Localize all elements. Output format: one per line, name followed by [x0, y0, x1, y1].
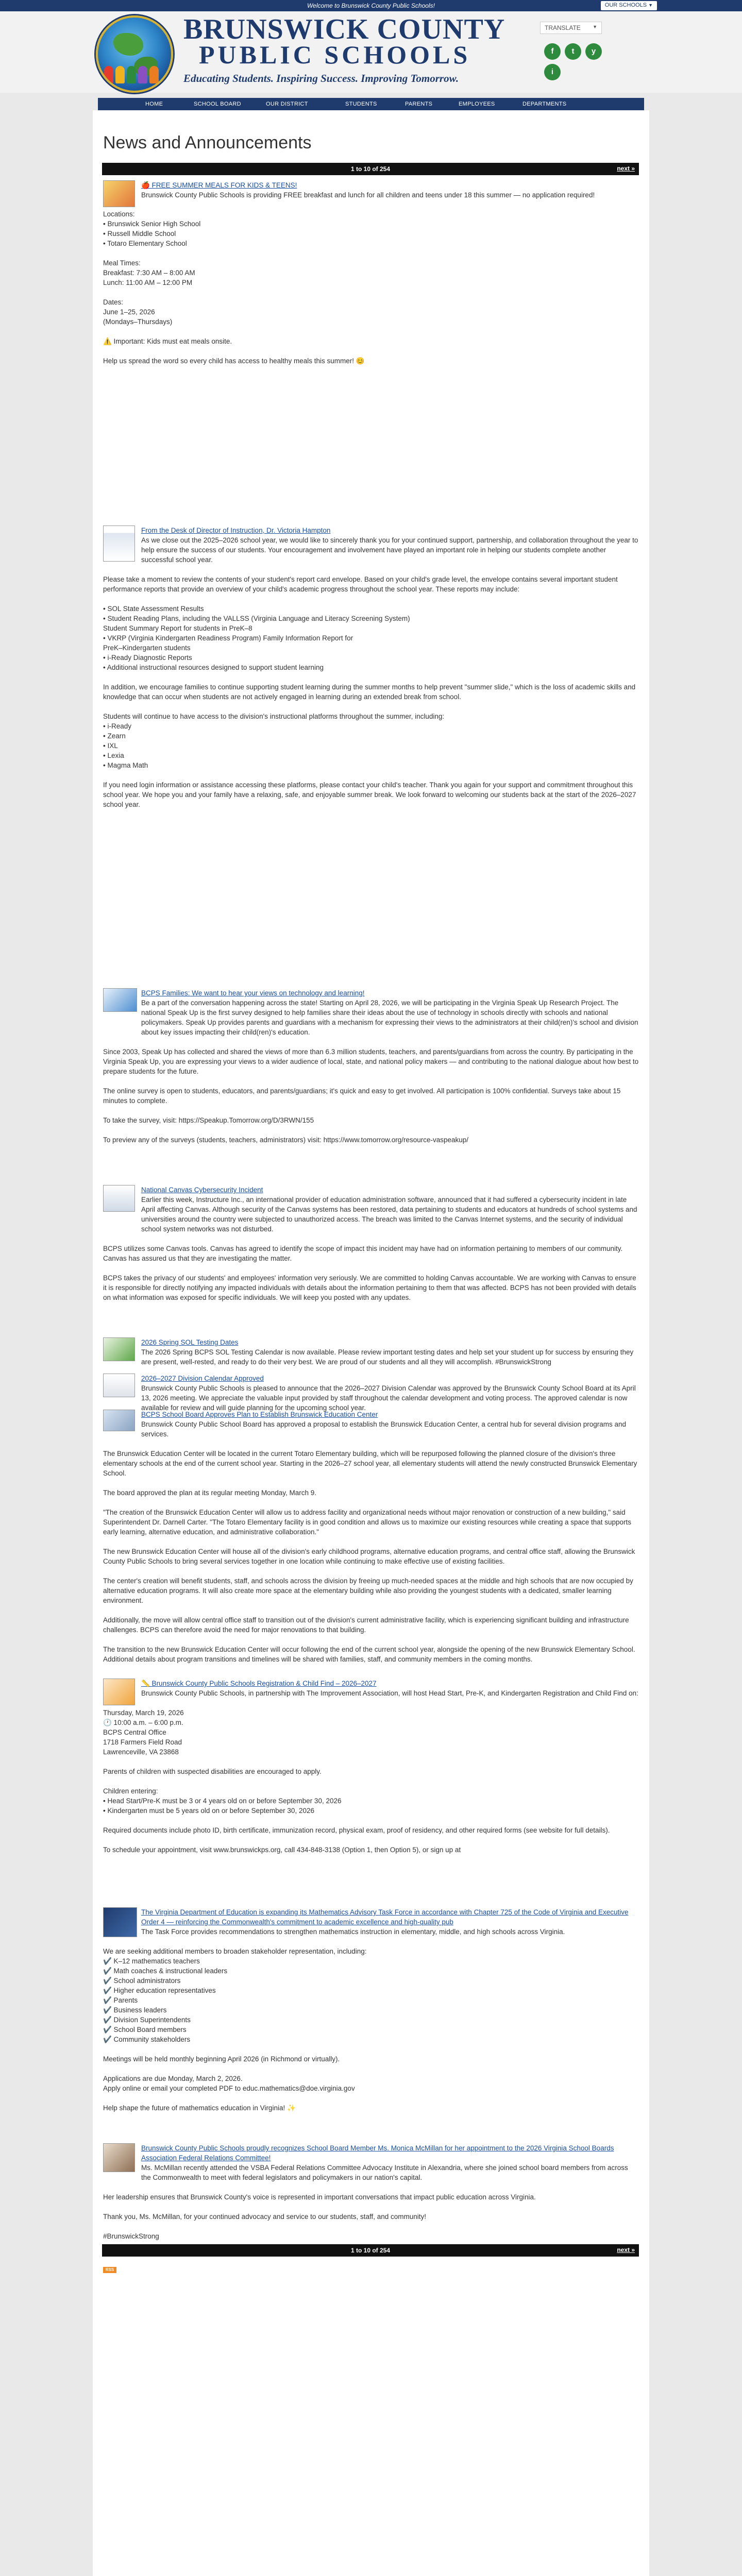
news-text: To take the survey, visit: https://Speakup.Tomorrow.org/D/3RWN/155 — [103, 1116, 314, 1124]
site-title-line1[interactable]: BRUNSWICK COUNTY — [183, 13, 505, 45]
news-text: If you need login information or assistance accessing these platforms, please contact your child's teacher. Thank you again for your support and commitment throughout this school year. We hope you and your family have a relaxing, safe, and enjoyable summer break. We look forward to welcoming our students back at the start of the 2026–2027 school year. — [103, 781, 636, 808]
list-item: ✔️ Math coaches & instructional leaders — [103, 1967, 228, 1975]
news-text: To preview any of the surveys (students, teachers, administrators) visit: https://www.tomorrow.org/resource-vaspeakup/ — [103, 1136, 469, 1144]
news-text: The center's creation will benefit students, staff, and schools across the division by freeing up much-needed spaces at the middle and high schools that are now occupied by alternative education programs. It will also create more space at the elementary building while also providing the youngest students with a dedicated, smaller learning environment. — [103, 1577, 633, 1604]
news-text: Locations: — [103, 210, 135, 218]
welcome-text: Welcome to Brunswick County Public Schools! — [307, 2, 435, 9]
district-logo[interactable] — [96, 15, 173, 93]
news-item-director — [103, 526, 639, 809]
news-thumbnail[interactable] — [103, 2143, 135, 2172]
news-text: BCPS utilizes some Canvas tools. Canvas has agreed to identify the scope of impact this incident may have had on information pertaining to members of our community. Canvas has assured us that they are investigating the matter. — [103, 1245, 623, 1262]
news-text: Be a part of the conversation happening across the state! Starting on April 28, 2026, we will be participating in the Virginia Speak Up Research Project. The national Speak Up is the first survey designed to help families share their ideas about the use of technology in schools directly with schools and national policymakers. Speak Up provides parents and guardians with a mechanism for expressing their views to the administrators at their child(ren)'s school and division about key issues impacting their child(ren)'s education. — [141, 999, 638, 1036]
list-item: • IXL — [103, 742, 118, 750]
news-text: The online survey is open to students, educators, and parents/guardians; it's quick and easy to get involved. All participation is 100% confidential. Surveys take about 15 minutes to complete. — [103, 1087, 621, 1105]
news-text: ⚠️ Important: Kids must eat meals onsite. — [103, 337, 232, 345]
translate-dropdown[interactable] — [540, 22, 602, 34]
news-thumbnail[interactable] — [103, 526, 135, 562]
news-item-math-task-force — [103, 1907, 639, 2113]
news-text: The new Brunswick Education Center will house all of the division's early childhood programs, alternative education programs, and central office staff, allowing the Brunswick County Public Schools to bring several services together in one location while continuing to make effective use of existing facilities. — [103, 1548, 635, 1565]
news-title[interactable]: Brunswick County Public Schools proudly recognizes School Board Member Ms. Monica McMillan for her appointment to the 2026 Virginia School Boards Association Federal Relations Committee! — [141, 2144, 614, 2162]
list-item: ✔️ School administrators — [103, 1977, 181, 1985]
news-item-registration — [103, 1679, 639, 1855]
news-text: Required documents include photo ID, birth certificate, immunization record, physical exam, proof of residency, and other required forms (see website for full details). — [103, 1826, 610, 1834]
list-item: ✔️ K–12 mathematics teachers — [103, 1957, 200, 1965]
news-text: Please take a moment to review the contents of your student's report card envelope. Based on your child's grade level, the envelope contains several important student performance reports that provide an overview of your child's academic progress throughout the school year. These reports may include: — [103, 575, 618, 593]
nav-home[interactable]: HOME — [145, 101, 163, 107]
our-schools-dropdown[interactable] — [601, 1, 657, 10]
list-item: ✔️ Division Superintendents — [103, 2016, 191, 2024]
list-item: Student Summary Report for students in PreK–8 — [103, 624, 252, 632]
list-item: (Mondays–Thursdays) — [103, 318, 173, 326]
list-item: • Zearn — [103, 732, 126, 740]
list-item: ✔️ School Board members — [103, 2026, 187, 2033]
list-item: • Student Reading Plans, including the VALLSS (Virginia Language and Literacy Screening System) — [103, 615, 410, 622]
news-title[interactable]: 2026–2027 Division Calendar Approved — [141, 1375, 264, 1382]
nav-departments[interactable]: DEPARTMENTS — [522, 101, 567, 107]
list-item: • Russell Middle School — [103, 230, 176, 238]
news-text: Parents of children with suspected disabilities are encouraged to apply. — [103, 1768, 322, 1775]
nav-parents[interactable]: PARENTS — [405, 101, 433, 107]
nav-our-district[interactable]: OUR DISTRICT — [266, 101, 308, 107]
news-text: Additionally, the move will allow central office staff to transition out of the division's current administrative facility, which is experiencing significant building and infrastructure challenges. BCPS can therefore avoid the need for major renovations to that building. — [103, 1616, 629, 1634]
news-text: Children entering: — [103, 1787, 158, 1795]
list-item: • Magma Math — [103, 761, 148, 769]
news-text: Dates: — [103, 298, 124, 306]
news-text: Ms. McMillan recently attended the VSBA Federal Relations Committee Advocacy Institute in Alexandria, where she joined school board members from across the Commonwealth to meet with federal legislators and policymakers in our nation's capital. — [141, 2164, 628, 2181]
pager-bottom — [102, 2244, 639, 2257]
next-page-link[interactable]: next » — [617, 165, 635, 172]
list-item: • Totaro Elementary School — [103, 240, 187, 247]
list-item: Breakfast: 7:30 AM – 8:00 AM — [103, 269, 195, 277]
news-text: #BrunswickStrong — [103, 2232, 159, 2240]
list-item: Lunch: 11:00 AM – 12:00 PM — [103, 279, 193, 286]
list-item: June 1–25, 2026 — [103, 308, 155, 316]
facebook-icon[interactable]: f — [544, 43, 561, 60]
news-thumbnail[interactable] — [103, 1185, 135, 1212]
site-title-line2[interactable]: PUBLIC SCHOOLS — [199, 40, 471, 69]
news-text: Meetings will be held monthly beginning April 2026 (in Richmond or virtually). — [103, 2055, 340, 2063]
list-item: ✔️ Community stakeholders — [103, 2036, 191, 2043]
news-text: Students will continue to have access to the division's instructional platforms throughout the summer, including: — [103, 713, 445, 720]
news-title[interactable]: 🍎 FREE SUMMER MEALS FOR KIDS & TEENS! — [141, 181, 297, 189]
result-count: 1 to 10 of 254 — [350, 2247, 391, 2254]
globe-land-shape — [113, 33, 143, 56]
news-text: Brunswick County Public Schools, in partnership with The Improvement Association, will host Head Start, Pre-K, and Kindergarten Registration and Child Find on: — [141, 1689, 638, 1697]
news-title[interactable]: 📏 Brunswick County Public Schools Registration & Child Find – 2026–2027 — [141, 1680, 377, 1687]
news-item-education-center — [103, 1410, 639, 1664]
news-thumbnail[interactable] — [103, 988, 137, 1012]
list-item: • VKRP (Virginia Kindergarten Readiness Program) Family Information Report for — [103, 634, 353, 642]
list-item: • Kindergarten must be 5 years old on or before September 30, 2026 — [103, 1807, 314, 1815]
news-text: Earlier this week, Instructure Inc., an international provider of education administration software, announced that it had suffered a cybersecurity incident in late April affecting Canvas. Although security of the Canvas systems has been restored, data pertaining to students and educators at hundreds of school systems and universities around the country were subjected to unauthorized access. The breach was limited to the Canvas Internet systems, and the security of individual school system networks was not disturbed. — [141, 1196, 637, 1233]
news-thumbnail[interactable] — [103, 1907, 137, 1937]
news-thumbnail[interactable] — [103, 1679, 135, 1705]
page-title: News and Announcements — [103, 133, 312, 152]
news-item-summer-meals — [103, 180, 639, 366]
list-item: ✔️ Parents — [103, 1996, 138, 2004]
news-text: Brunswick County Public School Board has approved a proposal to establish the Brunswick Education Center, a central hub for several division programs and services. — [141, 1420, 627, 1438]
chevron-down-icon: ▼ — [648, 3, 653, 8]
list-item: • i-Ready — [103, 722, 131, 730]
list-item: ✔️ Higher education representatives — [103, 1987, 216, 1994]
news-text: The board approved the plan at its regular meeting Monday, March 9. — [103, 1489, 316, 1497]
news-text: Applications are due Monday, March 2, 2026. — [103, 2075, 243, 2082]
nav-school-board[interactable]: SCHOOL BOARD — [194, 101, 241, 107]
news-text: Brunswick County Public Schools is providing FREE breakfast and lunch for all children and teens under 18 this summer — no application required! — [141, 191, 595, 199]
news-text: In addition, we encourage families to continue supporting student learning during the summer months to help prevent "summer slide," which is the loss of academic skills and knowledge that can occur when students are not actively engaged in learning during an extended break from school. — [103, 683, 636, 701]
news-item-sol — [103, 1337, 639, 1367]
news-text: Brunswick County Public Schools is pleased to announce that the 2026–2027 Division Calendar was approved by the Brunswick County School Board at its April 13, 2026 meeting. We appreciate the valuable input provided by staff throughout the calendar development and voting process. The approved calendar is now available for review and will guide planning for the upcoming school year. — [141, 1384, 636, 1412]
news-text: Since 2003, Speak Up has collected and shared the views of more than 6.3 million students, teachers, and parents/guardians from across the country. By participating in the Virginia Speak Up, you are expressing your views to a wider audience of local, state, and national policy makers — and contributing to the national dialogue about how best to prepare students for the future. — [103, 1048, 639, 1075]
news-text: The Brunswick Education Center will be located in the current Totaro Elementary building, which will be repurposed following the planned closure of the division's three elementary schools at the end of the current school year. Starting in the 2026–27 school year, all elementary students will attend the newly constructed Brunswick Elementary School. — [103, 1450, 637, 1477]
rss-badge[interactable]: RSS — [103, 2267, 116, 2273]
news-text: We are seeking additional members to broaden stakeholder representation, including: — [103, 1947, 367, 1955]
news-text: The Task Force provides recommendations to strengthen mathematics instruction in elementary, middle, and high schools across Virginia. — [141, 1928, 565, 1936]
news-text: Her leadership ensures that Brunswick County's voice is represented in important conversations that impact public education across Virginia. — [103, 2193, 536, 2201]
chevron-down-icon: ▼ — [593, 24, 597, 29]
list-item: • Additional instructional resources designed to support student learning — [103, 664, 324, 671]
news-thumbnail[interactable] — [103, 180, 135, 207]
nav-students[interactable]: STUDENTS — [345, 101, 377, 107]
list-item: • Brunswick Senior High School — [103, 220, 201, 228]
twitter-icon[interactable]: t — [565, 43, 581, 60]
news-text: Meal Times: — [103, 259, 141, 267]
news-text: The transition to the new Brunswick Education Center will occur following the end of the current school year, alongside the opening of the new Brunswick Elementary School. Additional details about program transitions and timelines will be shared with families, staff, and community members in the coming months. — [103, 1646, 635, 1663]
our-schools-label: OUR SCHOOLS — [604, 2, 647, 8]
news-title[interactable]: National Canvas Cybersecurity Incident — [141, 1186, 263, 1194]
news-title[interactable]: BCPS School Board Approves Plan to Establish Brunswick Education Center — [141, 1411, 378, 1418]
news-text: To schedule your appointment, visit www.brunswickps.org, call 434-848-3138 (Option 1, then Option 5), or sign up at — [103, 1846, 461, 1854]
list-item: PreK–Kindergarten students — [103, 644, 191, 652]
translate-label: TRANSLATE — [545, 24, 581, 31]
news-text: Help us spread the word so every child has access to healthy meals this summer! 😊 — [103, 357, 365, 365]
instagram-icon[interactable]: i — [544, 64, 561, 80]
news-title[interactable]: 2026 Spring SOL Testing Dates — [141, 1338, 239, 1346]
news-thumbnail[interactable] — [103, 1374, 135, 1397]
news-title[interactable]: From the Desk of Director of Instruction, Dr. Victoria Hampton — [141, 527, 331, 534]
list-item: • i-Ready Diagnostic Reports — [103, 654, 192, 662]
news-title[interactable]: BCPS Families: We want to hear your views on technology and learning! — [141, 989, 365, 997]
list-item: Lawrenceville, VA 23868 — [103, 1748, 179, 1756]
list-item: BCPS Central Office — [103, 1728, 166, 1736]
next-page-link[interactable]: next » — [617, 2246, 635, 2253]
list-item: • Lexia — [103, 752, 124, 759]
list-item: ✔️ Business leaders — [103, 2006, 167, 2014]
news-text: "The creation of the Brunswick Education Center will allow us to address facility and organizational needs without major renovation or construction of a new building," said Superintendent Dr. Darnell Carter. "The Totaro Elementary facility is in good condition and allows us to maximize our existing resources while creating a space that supports early learning, alternative education, and administrative collaboration." — [103, 1509, 632, 1536]
logo-children-figures — [104, 66, 165, 86]
news-item-mcmillan — [103, 2143, 639, 2241]
news-text: The 2026 Spring BCPS SOL Testing Calendar is now available. Please review important testing dates and help set your student up for success by ensuring they are present, well-rested, and ready to do their very best. We are proud of our students and all they will accomplish. #BrunswickStrong — [141, 1348, 634, 1366]
news-item-calendar — [103, 1374, 639, 1413]
news-text: Help shape the future of mathematics education in Virginia! ✨ — [103, 2104, 296, 2112]
news-item-speak-up — [103, 988, 639, 1145]
list-item: Thursday, March 19, 2026 — [103, 1709, 184, 1717]
youtube-icon[interactable]: y — [585, 43, 602, 60]
news-thumbnail[interactable] — [103, 1337, 135, 1361]
news-text: BCPS takes the privacy of our students' and employees' information very seriously. We are committed to holding Canvas accountable. We are working with Canvas to ensure it is responsible for directly notifying any impacted individuals with details about the information pertaining to them that was affected. BCPS has not been provided with details on what information was exposed for specific individuals. We will keep you posted with any updates. — [103, 1274, 636, 1301]
news-item-canvas — [103, 1185, 639, 1302]
list-item: • Head Start/Pre-K must be 3 or 4 years old on or before September 30, 2026 — [103, 1797, 342, 1805]
list-item: • SOL State Assessment Results — [103, 605, 204, 613]
main-nav — [98, 98, 644, 110]
news-text: As we close out the 2025–2026 school year, we would like to sincerely thank you for your continued support, partnership, and collaboration throughout the year to help ensure the success of our students. Your encouragement and involvement have played an important role in helping our students complete another successful school year. — [141, 536, 638, 564]
nav-employees[interactable]: EMPLOYEES — [459, 101, 495, 107]
news-text: Apply online or email your completed PDF to educ.mathematics@doe.virginia.gov — [103, 2084, 355, 2092]
list-item: 🕐 10:00 a.m. – 6:00 p.m. — [103, 1719, 183, 1726]
pager-top — [102, 163, 639, 175]
site-tagline: Educating Students. Inspiring Success. Improving Tomorrow. — [183, 72, 459, 84]
news-title[interactable]: The Virginia Department of Education is expanding its Mathematics Advisory Task Force in accordance with Chapter 725 of the Code of Virginia and Executive Order 4 — reinforcing the Commonwealth's commitment to academic excellence and high-quality pub — [141, 1908, 629, 1926]
site-header — [0, 11, 742, 93]
news-thumbnail[interactable] — [103, 1410, 135, 1431]
list-item: 1718 Farmers Field Road — [103, 1738, 182, 1746]
news-text: Thank you, Ms. McMillan, for your continued advocacy and service to our students, staff, and community! — [103, 2213, 427, 2221]
top-bar — [0, 0, 742, 11]
result-count: 1 to 10 of 254 — [350, 165, 391, 173]
